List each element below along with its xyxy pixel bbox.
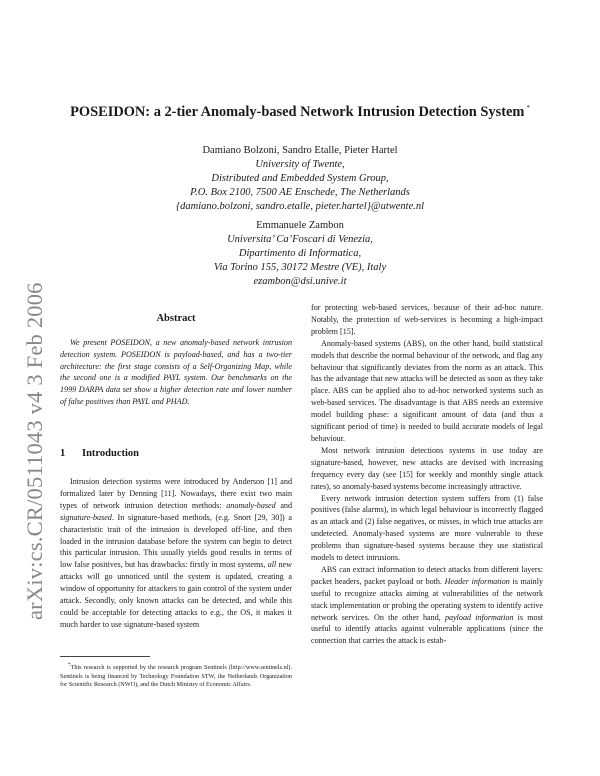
right-paragraph-1: Anomaly-based systems (ABS), on the other hand, build statistical models that describe the normal behaviour of the network, and flag any behaviour that significantly deviates from the norm as an attack. This has the advantage that new attacks will be detected as soon as they take place. ABS can be applied also to ad-hoc networked systems such as web-based services. The disadvantage is that ABS needs an extensive model building phase: a significant amount of data (and thus a significant period of time) is needed to build accurate models of legal behaviour. [311, 338, 543, 443]
abstract-text: We present POSEIDON, a new anomaly-based network intrusion detection system. POSEIDON is payload-based, and has a two-tier architecture: the first stage consists of a Self-Organizing Map, while the second one is a modified PAYL system. Our benchmarks on the 1999 DARPA data set show a higher detection rate and lower number of false positives than PAYL and PHAD. [60, 338, 292, 406]
author-block-1 [0, 144, 600, 214]
footnote-text: *This research is supported by the research program Sentinels (http://www.sentinels.nl). Sentinels is being financed by Technology Foundation STW, the Netherlands Organization for Scientific Research (NWO), and the Dutch Ministry of Economic Affairs. [60, 662, 292, 689]
section-heading-introduction [60, 448, 292, 459]
title-footnote-mark: * [526, 104, 530, 112]
right-paragraph-0: for protecting web-based services, because of their ad-hoc nature. Notably, the protection of web-services is becoming a high-impact problem [15]. [311, 303, 543, 336]
right-column-body [311, 302, 543, 647]
title-text: POSEIDON: a 2-tier Anomaly-based Network Intrusion Detection System [70, 104, 525, 120]
address-1: P.O. Box 2100, 7500 AE Enschede, The Netherlands [190, 187, 410, 198]
arxiv-stamp: arXiv:cs.CR/0511043 v4 3 Feb 2006 [22, 282, 47, 620]
email-1: {damiano.bolzoni, sandro.etalle, pieter.hartel}@utwente.nl [175, 201, 425, 212]
author-names-1: Damiano Bolzoni, Sandro Etalle, Pieter Hartel [202, 145, 398, 156]
footnote-rule [60, 656, 150, 657]
paper-title [0, 104, 600, 121]
abstract-heading: Abstract [156, 313, 196, 324]
email-2: ezambon@dsi.unive.it [253, 276, 347, 287]
section-title: Introduction [82, 448, 139, 459]
affiliation-1a: University of Twente, [255, 159, 345, 170]
affiliation-1b: Distributed and Embedded System Group, [211, 173, 389, 184]
author-block-2 [0, 219, 600, 289]
footnote [60, 661, 292, 690]
footnote-mark: * [68, 662, 71, 668]
right-paragraph-4: ABS can extract information to detect attacks from different layers: packet headers, packet payload or both. Header information is mainly useful to recognize attacks aiming at vulnerabilities of the network stack implementation or probing the operating system to identify active network services. On the other hand, payload information is most useful to identify attacks against vulnerable applications (since the connection that carries the attack is estab- [311, 564, 544, 646]
author-names-2: Emmanuele Zambon [256, 220, 344, 231]
right-paragraph-3: Every network intrusion detection system suffers from (1) false positives (false alarms), in which legal behaviour is incorrectly flagged as an attack and (2) false negatives, or misses, in which true attacks are undetected. Anomaly-based systems are more vulnerable to these problems than signature-based systems because they use statistical models to detect intrusions. [311, 493, 543, 563]
address-2: Via Torino 155, 30172 Mestre (VE), Italy [213, 262, 387, 273]
abstract-body [60, 337, 292, 408]
right-paragraph-2: Most network intrusion detections systems in use today are signature-based, however, new attacks are devised with increasing frequency every day (see [15] for weekly and monthly single attack rates), so anomaly-based systems become increasingly attractive. [311, 445, 543, 491]
introduction-body [60, 476, 292, 631]
section-number: 1 [60, 448, 66, 459]
affiliation-2b: Dipartimento di Informatica, [238, 248, 362, 259]
affiliation-2a: Universita’ Ca’Foscari di Venezia, [227, 234, 373, 245]
intro-paragraph-1: Intrusion detection systems were introduced by Anderson [1] and formalized later by Denning [11]. Nowadays, there exist two main types of network intrusion detection methods: anomaly-based and signature-based. In signature-based methods, (e.g. Snort [29, 30]) a characteristic trait of the intrusion is developed off-line, and then loaded in the intrusion database before the system can begin to detect this particular intrusion. This usually yields good results in terms of low false positives, but has drawbacks: firstly in most systems, all new attacks will go unnoticed until the system is updated, creating a window of opportunity for attackers to gain control of the system under attack. Secondly, only known attacks can be detected, and while this could be acceptable for detecting attacks to e.g., the OS, it makes it much harder to use signature-based system [60, 477, 292, 629]
